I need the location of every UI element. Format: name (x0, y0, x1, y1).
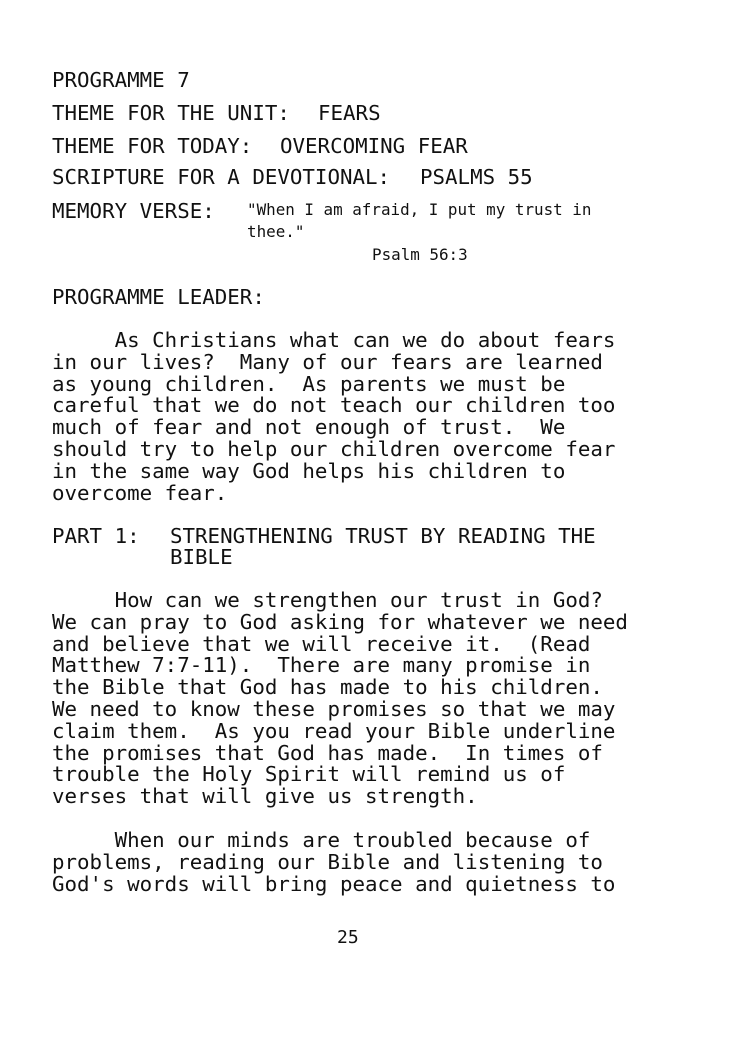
text-line: When our minds are troubled because of (52, 828, 591, 852)
text-line: We need to know these promises so that we may (52, 696, 616, 721)
text-line: claim them. As you read your Bible underline (52, 718, 616, 743)
memory-verse-line: thee." (247, 222, 305, 241)
text-line: As Christians what can we do about fears (52, 328, 616, 352)
memory-verse-label: MEMORY VERSE: (52, 199, 215, 223)
today-theme-value: OVERCOMING FEAR (280, 134, 468, 158)
text-line: Matthew 7:7-11). There are many promise in (52, 653, 591, 678)
text-line: trouble the Holy Spirit will remind us of (52, 762, 566, 787)
scripture-label: SCRIPTURE FOR A DEVOTIONAL: (52, 165, 391, 189)
paragraph-3 (52, 830, 615, 895)
memory-verse-line: "When I am afraid, I put my trust in (247, 200, 592, 219)
text-line: problems, reading our Bible and listening to (52, 849, 603, 874)
part-heading-line: STRENGTHENING TRUST BY READING THE (170, 524, 596, 548)
text-line: and believe that we will receive it. (Read (52, 631, 591, 656)
text-line: overcome fear. (52, 480, 228, 505)
text-line: the Bible that God has made to his children. (52, 675, 603, 700)
unit-theme-label: THEME FOR THE UNIT: (52, 101, 290, 125)
scripture-value: PSALMS 55 (420, 165, 533, 189)
part-label: PART 1: (52, 524, 140, 548)
leader-heading: PROGRAMME LEADER: (52, 285, 265, 309)
memory-verse-reference: Psalm 56:3 (372, 245, 468, 264)
text-line: the promises that God has made. In times of (52, 740, 603, 765)
text-line: as young children. As parents we must be (52, 371, 566, 396)
text-line: careful that we do not teach our children too (52, 393, 616, 418)
text-line: much of fear and not enough of trust. We (52, 415, 566, 440)
text-line: in our lives? Many of our fears are learned (52, 349, 603, 374)
text-line: in the same way God helps his children to (52, 458, 566, 483)
page-number: 25 (337, 927, 359, 948)
text-line: God's words will bring peace and quietness to (52, 871, 616, 896)
today-theme-label: THEME FOR TODAY: (52, 134, 253, 158)
programme-number: PROGRAMME 7 (52, 68, 190, 92)
text-line: How can we strengthen our trust in God? (52, 588, 603, 612)
text-line: should try to help our children overcome fear (52, 436, 616, 461)
paragraph-1 (52, 330, 615, 504)
text-line: We can pray to God asking for whatever we need (52, 609, 628, 634)
part-heading-line: BIBLE (170, 545, 233, 569)
unit-theme-value: FEARS (318, 101, 381, 125)
paragraph-2 (52, 590, 628, 808)
text-line: verses that will give us strength. (52, 784, 478, 809)
